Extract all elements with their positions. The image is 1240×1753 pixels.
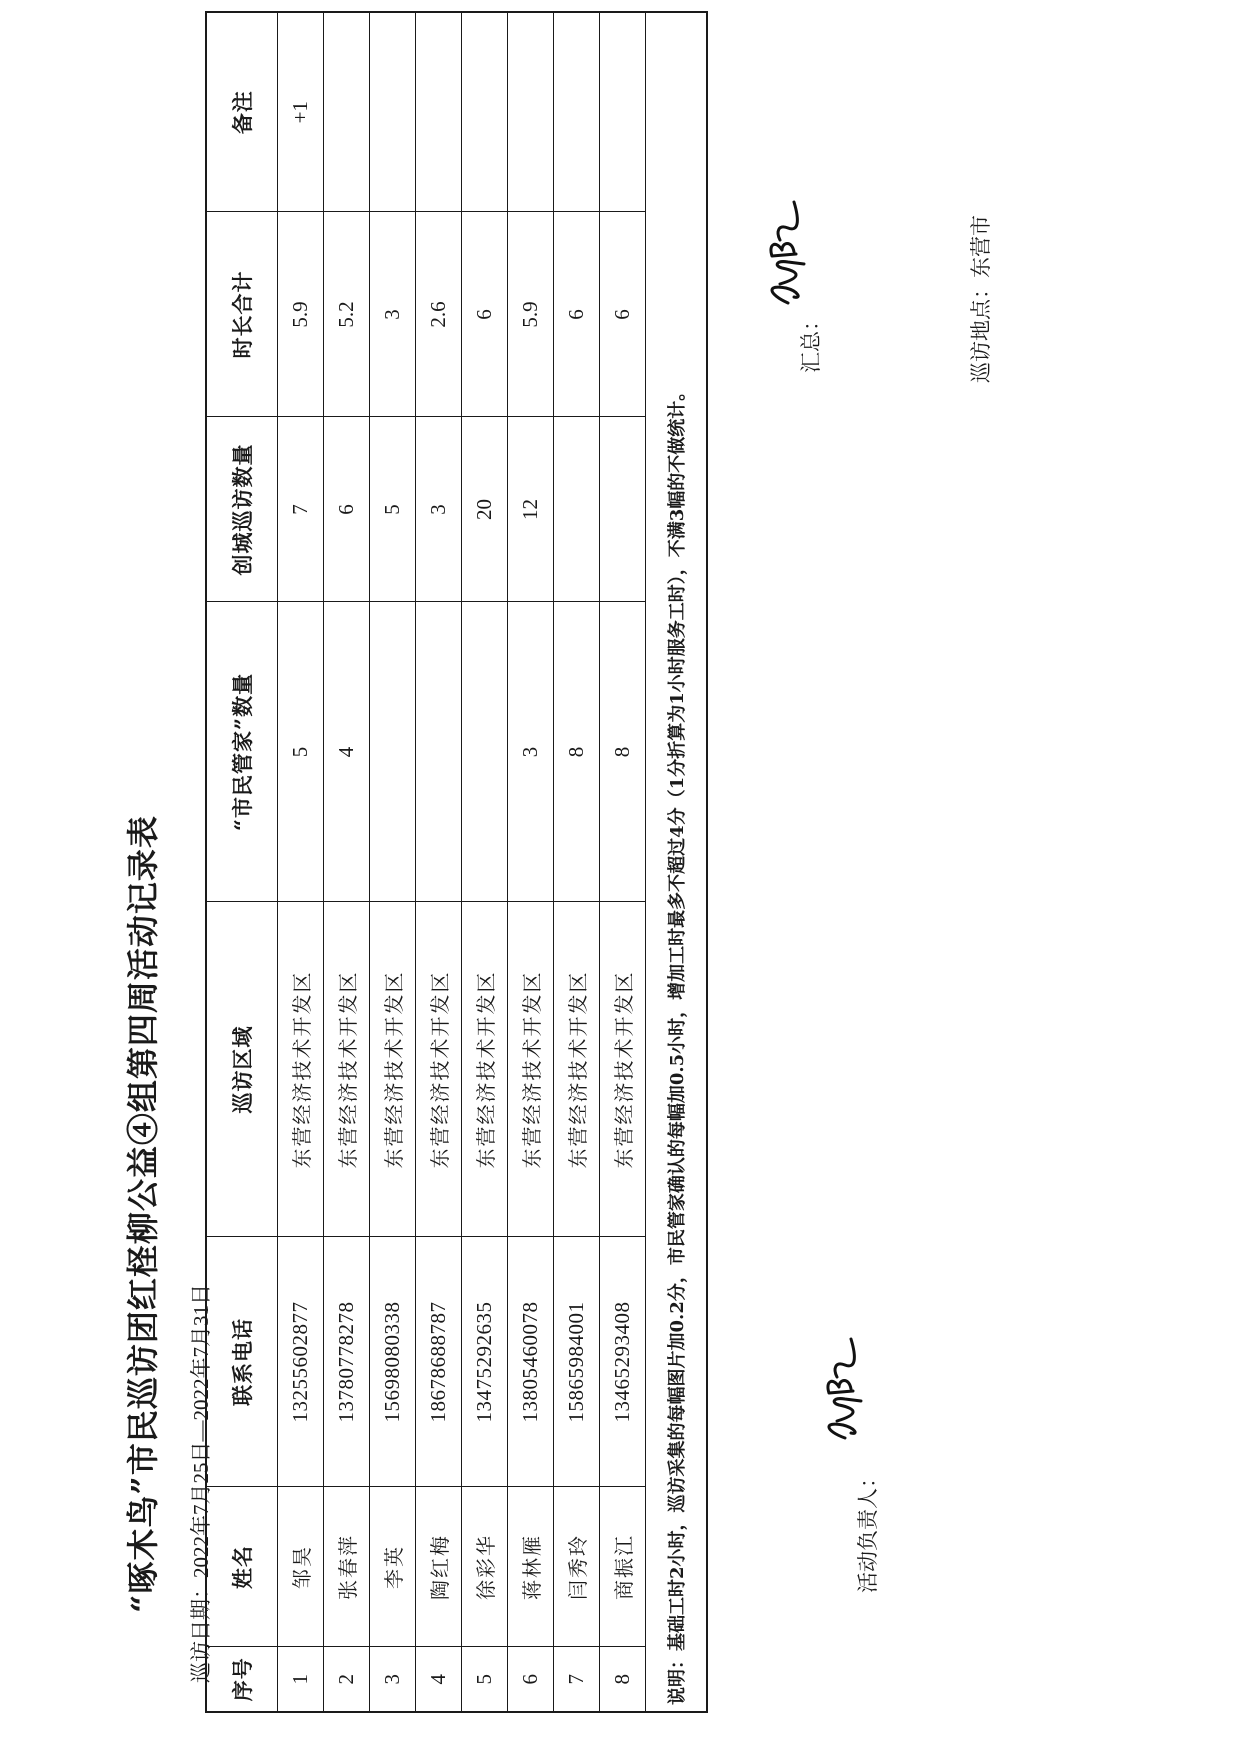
header-steward-count: “市民管家”数量 [206, 602, 278, 902]
cell-area: 东营经济技术开发区 [554, 902, 600, 1237]
cell-total-hours: 5.2 [324, 212, 370, 417]
summary-label: 汇总： [799, 310, 823, 373]
cell-remark [554, 12, 600, 212]
cell-phone: 13255602877 [278, 1237, 324, 1487]
cell-name: 陶红梅 [416, 1487, 462, 1647]
cell-remark [416, 12, 462, 212]
cell-area: 东营经济技术开发区 [600, 902, 646, 1237]
table-row [508, 12, 554, 1712]
cell-total-hours: 3 [370, 212, 416, 417]
summary-signature [760, 198, 815, 308]
cell-total-hours: 6 [600, 212, 646, 417]
cell-phone: 15865984001 [554, 1237, 600, 1487]
cell-area: 东营经济技术开发区 [370, 902, 416, 1237]
header-name: 姓名 [206, 1487, 278, 1647]
table-row [278, 12, 324, 1712]
cell-phone: 13465293408 [600, 1237, 646, 1487]
activity-leader-label: 活动负责人： [856, 1467, 880, 1593]
header-total-hours: 时长合计 [206, 212, 278, 417]
cell-area: 东营经济技术开发区 [416, 902, 462, 1237]
cell-inspection-count: 5 [370, 417, 416, 602]
cell-steward-count: 8 [600, 602, 646, 902]
cell-inspection-count: 12 [508, 417, 554, 602]
cell-name: 李英 [370, 1487, 416, 1647]
table-note: 说明：基础工时2小时，巡访采集的每幅图片加0.2分，市民管家确认的每幅加0.5小时，增加工时最多不超过4分（1分折算为1小时服务工时），不满3幅的不做统计。 [646, 12, 708, 1712]
cell-total-hours: 6 [462, 212, 508, 417]
cell-inspection-count: 7 [278, 417, 324, 602]
visit-date: 巡访日期：2022年7月25日—2022年7月31日 [189, 1284, 213, 1683]
activity-record-table [205, 11, 708, 1713]
cell-phone: 13780778278 [324, 1237, 370, 1487]
cell-phone: 13475292635 [462, 1237, 508, 1487]
cell-no: 8 [600, 1647, 646, 1712]
cell-steward-count [416, 602, 462, 902]
visit-location: 巡访地点：东营市 [969, 215, 993, 383]
cell-inspection-count [554, 417, 600, 602]
cell-area: 东营经济技术开发区 [278, 902, 324, 1237]
cell-no: 4 [416, 1647, 462, 1712]
table-row [324, 12, 370, 1712]
cell-total-hours: 2.6 [416, 212, 462, 417]
cell-remark [508, 12, 554, 212]
cell-remark: +1 [278, 12, 324, 212]
table-row [554, 12, 600, 1712]
cell-area: 东营经济技术开发区 [324, 902, 370, 1237]
table-row [416, 12, 462, 1712]
cell-steward-count [370, 602, 416, 902]
cell-inspection-count: 6 [324, 417, 370, 602]
cell-steward-count: 8 [554, 602, 600, 902]
header-phone: 联系电话 [206, 1237, 278, 1487]
header-no: 序号 [206, 1647, 278, 1712]
cell-remark [600, 12, 646, 212]
cell-name: 闫秀玲 [554, 1487, 600, 1647]
cell-no: 5 [462, 1647, 508, 1712]
cell-remark [324, 12, 370, 212]
header-area: 巡访区域 [206, 902, 278, 1237]
cell-steward-count: 3 [508, 602, 554, 902]
table-note-row [646, 12, 708, 1712]
cell-inspection-count: 3 [416, 417, 462, 602]
cell-no: 2 [324, 1647, 370, 1712]
cell-name: 商振江 [600, 1487, 646, 1647]
cell-no: 3 [370, 1647, 416, 1712]
cell-name: 蒋林雁 [508, 1487, 554, 1647]
table-body [278, 12, 708, 1712]
leader-signature [815, 1333, 870, 1443]
cell-total-hours: 5.9 [278, 212, 324, 417]
table-row [370, 12, 416, 1712]
cell-steward-count [462, 602, 508, 902]
cell-no: 7 [554, 1647, 600, 1712]
cell-name: 邹昊 [278, 1487, 324, 1647]
cell-total-hours: 5.9 [508, 212, 554, 417]
cell-phone: 13805460078 [508, 1237, 554, 1487]
cell-name: 张春萍 [324, 1487, 370, 1647]
cell-remark [462, 12, 508, 212]
cell-phone: 18678688787 [416, 1237, 462, 1487]
cell-steward-count: 5 [278, 602, 324, 902]
cell-area: 东营经济技术开发区 [462, 902, 508, 1237]
cell-area: 东营经济技术开发区 [508, 902, 554, 1237]
header-inspection-count: 创城巡访数量 [206, 417, 278, 602]
cell-total-hours: 6 [554, 212, 600, 417]
cell-remark [370, 12, 416, 212]
cell-name: 徐彩华 [462, 1487, 508, 1647]
header-remark: 备注 [206, 12, 278, 212]
cell-inspection-count [600, 417, 646, 602]
cell-inspection-count: 20 [462, 417, 508, 602]
cell-steward-count: 4 [324, 602, 370, 902]
cell-phone: 15698080338 [370, 1237, 416, 1487]
document-title: “啄木鸟”市民巡访团红柽柳公益④组第四周活动记录表 [124, 815, 162, 1613]
table-row [600, 12, 646, 1712]
table-row [462, 12, 508, 1712]
table-header-row [206, 12, 278, 1712]
cell-no: 1 [278, 1647, 324, 1712]
cell-no: 6 [508, 1647, 554, 1712]
